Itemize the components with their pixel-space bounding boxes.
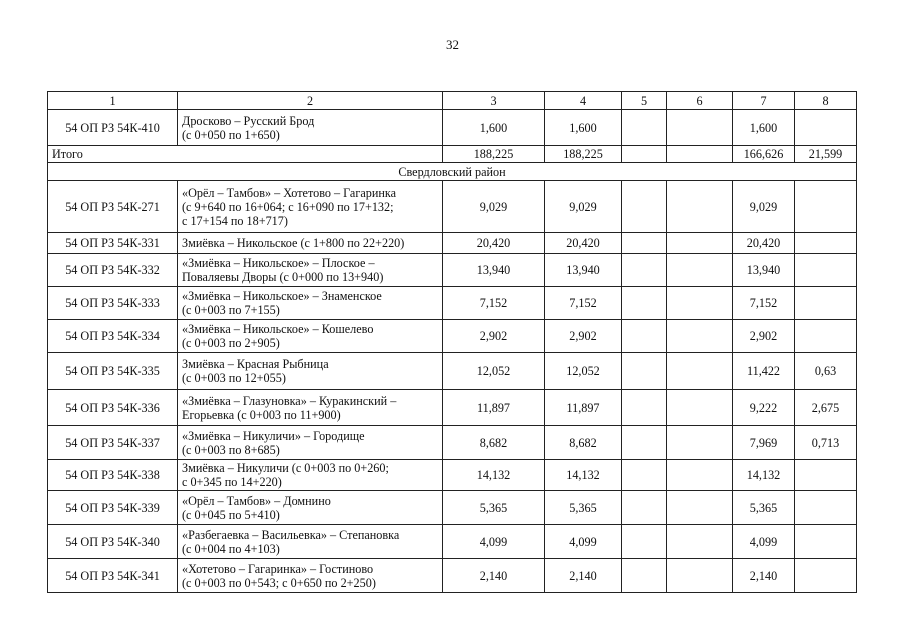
- value-cell: 1,600: [545, 110, 622, 146]
- value-cell: [667, 525, 733, 559]
- value-cell: [667, 287, 733, 320]
- value-cell: [667, 460, 733, 491]
- total-value: 188,225: [443, 146, 545, 163]
- total-value: 21,599: [795, 146, 857, 163]
- value-cell: 5,365: [733, 491, 795, 525]
- road-name: [178, 426, 443, 460]
- road-name-line: «Змиёвка – Никольское» – Знаменское: [182, 289, 382, 303]
- value-cell: 8,682: [545, 426, 622, 460]
- section-row: [48, 163, 857, 181]
- road-name-line: Змиёвка – Красная Рыбница: [182, 357, 329, 371]
- road-name-line: «Орёл – Тамбов» – Хотетово – Гагаринка: [182, 185, 397, 200]
- value-cell: 0,63: [795, 353, 857, 390]
- value-cell: [622, 110, 667, 146]
- value-cell: 7,969: [733, 426, 795, 460]
- table-row: [48, 181, 857, 233]
- value-cell: 7,152: [545, 287, 622, 320]
- road-name: [178, 110, 443, 146]
- road-code: 54 ОП РЗ 54К-339: [48, 491, 178, 525]
- road-code: 54 ОП РЗ 54К-336: [48, 390, 178, 426]
- page-number: 32: [446, 37, 459, 52]
- road-name-line: (с 0+003 по 7+155): [182, 303, 280, 317]
- road-code: 54 ОП РЗ 54К-337: [48, 426, 178, 460]
- value-cell: 14,132: [443, 460, 545, 491]
- value-cell: [795, 233, 857, 254]
- value-cell: 9,029: [443, 181, 545, 233]
- table-row: [48, 460, 857, 491]
- value-cell: 4,099: [443, 525, 545, 559]
- value-cell: [667, 181, 733, 233]
- value-cell: [622, 525, 667, 559]
- table-row: [48, 491, 857, 525]
- value-cell: [622, 426, 667, 460]
- road-name: [178, 460, 443, 491]
- value-cell: [622, 233, 667, 254]
- value-cell: [795, 491, 857, 525]
- road-name-line: Змиёвка – Никольское (с 1+800 по 22+220): [182, 236, 405, 250]
- value-cell: 13,940: [545, 254, 622, 287]
- value-cell: 20,420: [443, 233, 545, 254]
- value-cell: [622, 287, 667, 320]
- total-row: [48, 146, 857, 163]
- value-cell: [667, 254, 733, 287]
- table-row: [48, 426, 857, 460]
- value-cell: 20,420: [733, 233, 795, 254]
- value-cell: [622, 491, 667, 525]
- road-name-line: Змиёвка – Никуличи (с 0+003 по 0+260;: [182, 461, 389, 475]
- value-cell: [622, 353, 667, 390]
- table-row: [48, 233, 857, 254]
- table-row: [48, 525, 857, 559]
- road-name: [178, 390, 443, 426]
- column-header: 6: [667, 92, 733, 110]
- value-cell: [622, 254, 667, 287]
- value-cell: 8,682: [443, 426, 545, 460]
- road-name-line: (с 0+003 по 2+905): [182, 336, 280, 350]
- road-code: 54 ОП РЗ 54К-338: [48, 460, 178, 491]
- road-name-line: (с 9+640 по 16+064; с 16+090 по 17+132;: [182, 199, 394, 214]
- road-name-line: «Орёл – Тамбов» – Домнино: [182, 493, 331, 508]
- road-code: 54 ОП РЗ 54К-335: [48, 353, 178, 390]
- section-title: Свердловский район: [48, 163, 857, 181]
- value-cell: [622, 559, 667, 593]
- value-cell: 1,600: [733, 110, 795, 146]
- road-name-line: (с 0+050 по 1+650): [182, 127, 280, 142]
- value-cell: 2,140: [443, 559, 545, 593]
- roads-table: [47, 91, 857, 593]
- road-code: 54 ОП РЗ 54К-340: [48, 525, 178, 559]
- value-cell: 20,420: [545, 233, 622, 254]
- road-name-line: (с 0+004 по 4+103): [182, 541, 280, 556]
- table-row: [48, 559, 857, 593]
- value-cell: [622, 460, 667, 491]
- value-cell: 12,052: [545, 353, 622, 390]
- value-cell: 13,940: [733, 254, 795, 287]
- road-name: [178, 287, 443, 320]
- table-row: [48, 287, 857, 320]
- value-cell: [622, 390, 667, 426]
- road-name-line: (с 0+003 по 0+543; с 0+650 по 2+250): [182, 575, 376, 590]
- value-cell: 9,029: [545, 181, 622, 233]
- column-number-row: [48, 92, 857, 110]
- value-cell: [622, 181, 667, 233]
- value-cell: 2,675: [795, 390, 857, 426]
- road-name: [178, 491, 443, 525]
- column-header: 5: [622, 92, 667, 110]
- road-name-line: Поваляевы Дворы (с 0+000 по 13+940): [182, 270, 384, 284]
- value-cell: 2,902: [733, 320, 795, 353]
- value-cell: [795, 287, 857, 320]
- value-cell: 13,940: [443, 254, 545, 287]
- column-header: 2: [178, 92, 443, 110]
- value-cell: [795, 525, 857, 559]
- value-cell: 7,152: [733, 287, 795, 320]
- value-cell: [795, 559, 857, 593]
- road-code: 54 ОП РЗ 54К-333: [48, 287, 178, 320]
- total-value: [622, 146, 667, 163]
- value-cell: 2,140: [545, 559, 622, 593]
- road-name-line: «Разбегаевка – Васильевка» – Степановка: [182, 527, 400, 542]
- value-cell: [667, 233, 733, 254]
- value-cell: 7,152: [443, 287, 545, 320]
- value-cell: 5,365: [443, 491, 545, 525]
- value-cell: [667, 110, 733, 146]
- road-code: 54 ОП РЗ 54К-271: [48, 181, 178, 233]
- value-cell: [795, 110, 857, 146]
- table-row: [48, 110, 857, 146]
- road-name-line: «Змиёвка – Глазуновка» – Куракинский –: [182, 393, 397, 408]
- road-code: 54 ОП РЗ 54К-410: [48, 110, 178, 146]
- value-cell: 2,902: [545, 320, 622, 353]
- value-cell: 14,132: [545, 460, 622, 491]
- value-cell: [667, 491, 733, 525]
- value-cell: [795, 181, 857, 233]
- road-code: 54 ОП РЗ 54К-332: [48, 254, 178, 287]
- table-row: [48, 353, 857, 390]
- column-header: 3: [443, 92, 545, 110]
- total-value: 166,626: [733, 146, 795, 163]
- road-name: [178, 254, 443, 287]
- road-name: [178, 559, 443, 593]
- value-cell: [667, 320, 733, 353]
- value-cell: 14,132: [733, 460, 795, 491]
- table-row: [48, 390, 857, 426]
- road-code: 54 ОП РЗ 54К-334: [48, 320, 178, 353]
- value-cell: 5,365: [545, 491, 622, 525]
- road-code: 54 ОП РЗ 54К-341: [48, 559, 178, 593]
- value-cell: 2,140: [733, 559, 795, 593]
- value-cell: [795, 320, 857, 353]
- value-cell: [795, 460, 857, 491]
- road-code: 54 ОП РЗ 54К-331: [48, 233, 178, 254]
- total-value: 188,225: [545, 146, 622, 163]
- road-name-line: Егорьевка (с 0+003 по 11+900): [182, 407, 341, 422]
- value-cell: 12,052: [443, 353, 545, 390]
- road-name-line: Дросково – Русский Брод: [182, 113, 315, 128]
- total-label: Итого: [48, 146, 443, 163]
- road-name-line: (с 0+045 по 5+410): [182, 507, 280, 522]
- value-cell: 4,099: [733, 525, 795, 559]
- road-name: [178, 353, 443, 390]
- road-name-line: «Змиёвка – Никуличи» – Городище: [182, 428, 365, 443]
- road-name: [178, 525, 443, 559]
- value-cell: 1,600: [443, 110, 545, 146]
- road-name-line: «Змиёвка – Никольское» – Плоское –: [182, 256, 375, 270]
- value-cell: 11,897: [443, 390, 545, 426]
- road-name: [178, 233, 443, 254]
- column-header: 1: [48, 92, 178, 110]
- value-cell: 0,713: [795, 426, 857, 460]
- value-cell: [667, 353, 733, 390]
- column-header: 8: [795, 92, 857, 110]
- value-cell: 9,029: [733, 181, 795, 233]
- column-header: 4: [545, 92, 622, 110]
- value-cell: [795, 254, 857, 287]
- value-cell: [667, 390, 733, 426]
- road-name-line: «Змиёвка – Никольское» – Кошелево: [182, 322, 374, 336]
- road-name-line: с 17+154 по 18+717): [182, 213, 288, 228]
- value-cell: [667, 559, 733, 593]
- value-cell: [667, 426, 733, 460]
- total-value: [667, 146, 733, 163]
- column-header: 7: [733, 92, 795, 110]
- road-name-line: с 0+345 по 14+220): [182, 475, 282, 489]
- road-name: [178, 320, 443, 353]
- value-cell: 9,222: [733, 390, 795, 426]
- value-cell: 11,422: [733, 353, 795, 390]
- value-cell: 11,897: [545, 390, 622, 426]
- value-cell: [622, 320, 667, 353]
- value-cell: 2,902: [443, 320, 545, 353]
- road-name-line: (с 0+003 по 12+055): [182, 371, 286, 385]
- road-name: [178, 181, 443, 233]
- road-name-line: «Хотетово – Гагаринка» – Гостиново: [182, 561, 374, 576]
- table-row: [48, 320, 857, 353]
- value-cell: 4,099: [545, 525, 622, 559]
- road-name-line: (с 0+003 по 8+685): [182, 442, 280, 457]
- table-row: [48, 254, 857, 287]
